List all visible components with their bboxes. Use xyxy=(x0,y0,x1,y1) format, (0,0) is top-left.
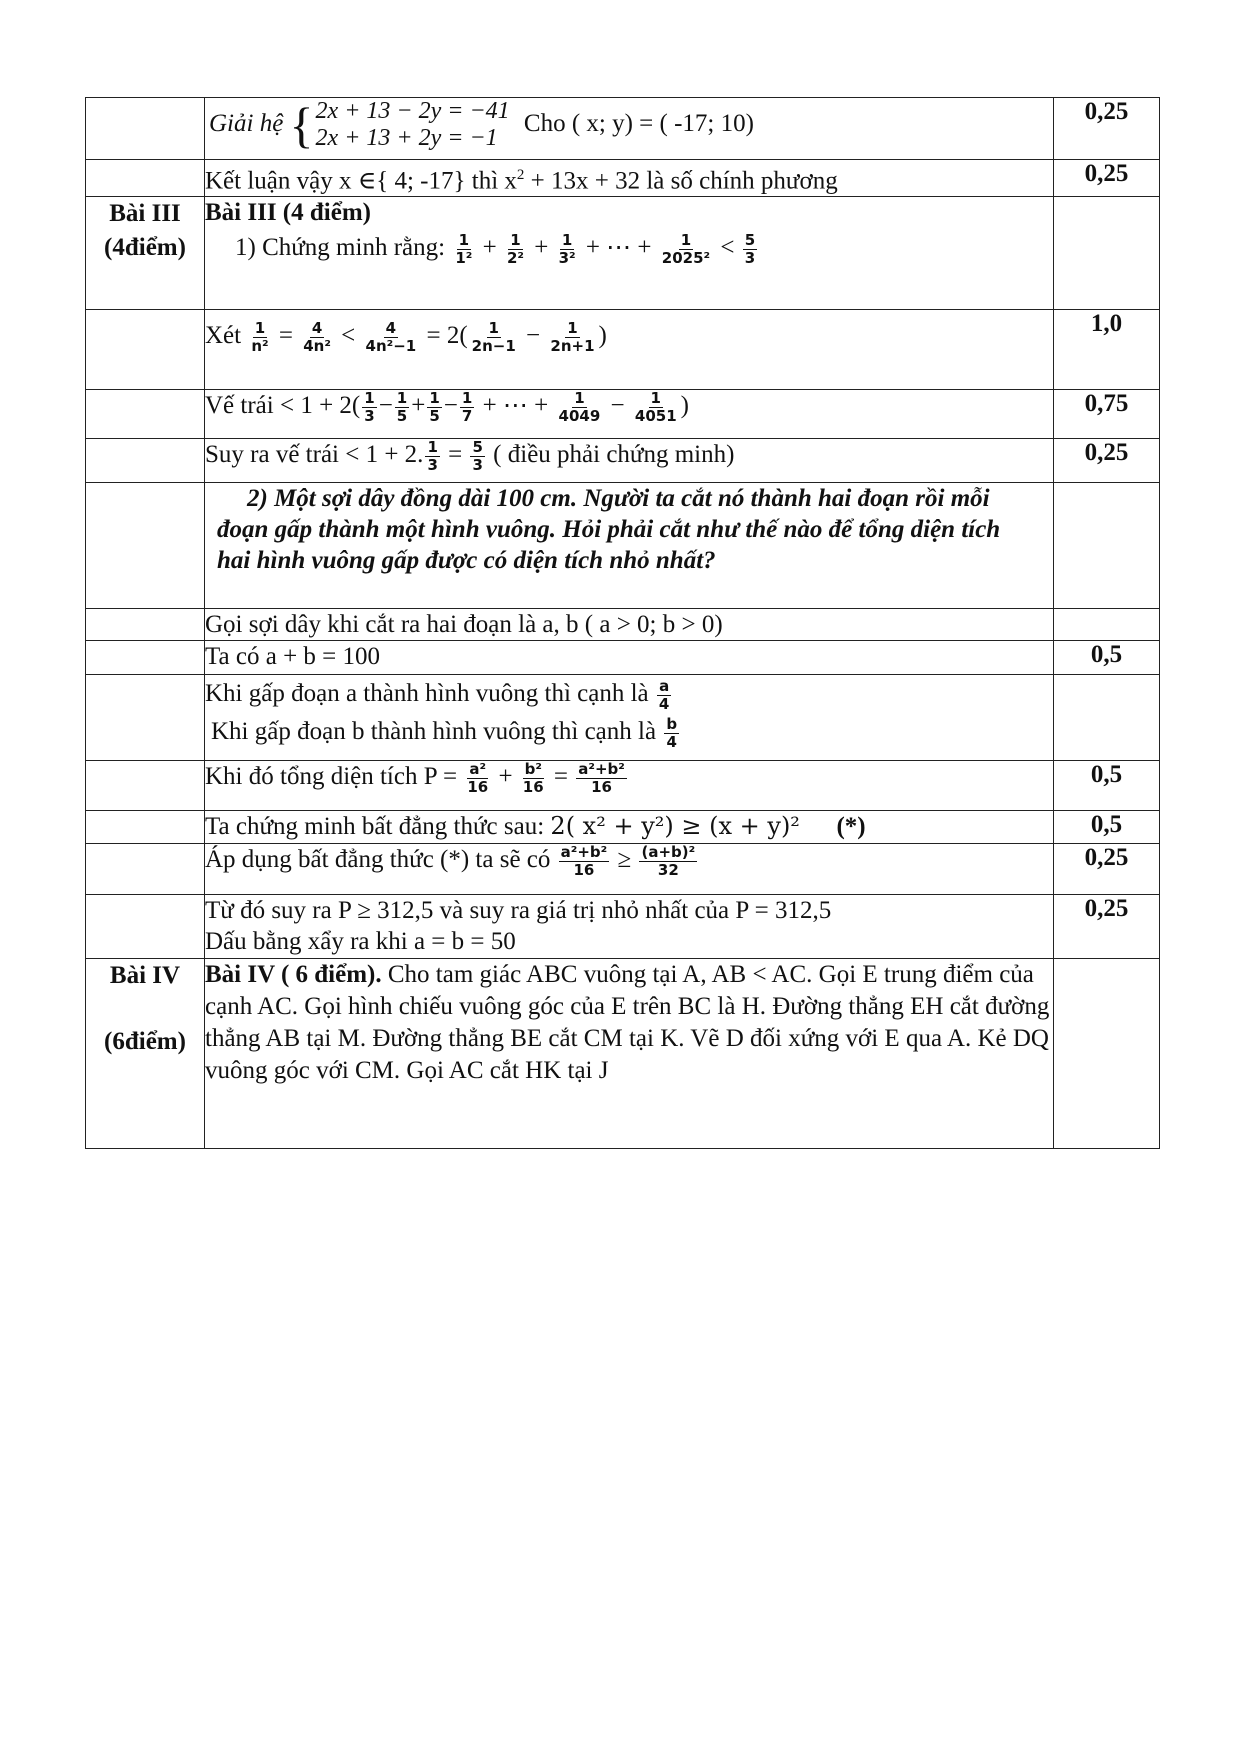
fraction: $\frac{1}{\text{2025²}}$ xyxy=(661,231,711,268)
points-cell xyxy=(1054,959,1160,1149)
fraction: $\frac{4}{\text{4n²−1}}$ xyxy=(365,319,417,356)
inequality: 2( x² + y²) ≥ (x + y)² xyxy=(550,812,800,841)
fraction: $\frac{5}{3}$ xyxy=(744,231,756,268)
section-title: Bài IV xyxy=(109,962,181,990)
label-text: Xét xyxy=(205,322,242,350)
points-cell: 0,25 xyxy=(1054,160,1160,197)
table-row xyxy=(86,390,1160,439)
conclusion-text: + 13x + 32 là số chính phương xyxy=(524,167,838,195)
content-cell xyxy=(205,959,1054,1149)
points-cell: 0,5 xyxy=(1054,761,1160,811)
label-text: Ta chứng minh bất đẳng thức sau: xyxy=(205,813,545,841)
points-cell: 0,5 xyxy=(1054,641,1160,675)
fraction: $\frac{1}{\text{1²}}$ xyxy=(455,231,473,268)
operator: = xyxy=(553,763,569,791)
operator: ≥ xyxy=(617,846,632,874)
operator: + xyxy=(498,763,513,791)
operator: ) xyxy=(680,392,689,420)
operator: − xyxy=(443,392,458,420)
content-cell: Ta có a + b = 100 xyxy=(205,641,1054,675)
operator: + xyxy=(482,234,497,262)
content-cell xyxy=(205,895,1054,959)
fraction: $\frac{\text{(a+b)²}}{32}$ xyxy=(641,843,696,880)
operator: = xyxy=(448,441,463,469)
label-text: Khi gấp đoạn a thành hình vuông thì cạnh là xyxy=(205,680,649,708)
exponent: 2 xyxy=(516,167,525,183)
operator: ) xyxy=(598,322,607,350)
table-row xyxy=(86,761,1160,811)
fraction: $\frac{1}{3}$ xyxy=(427,438,438,475)
content-cell xyxy=(205,844,1054,895)
operator: = xyxy=(278,322,293,350)
operator: − xyxy=(526,322,541,350)
fraction: $\frac{1}{2n-1}$ xyxy=(471,319,516,356)
problem-statement: 2) Một sợi dây đồng dài 100 cm. Người ta cắt nó thành hai đoạn rồi mỗi đoạn gấp thành một hình vuông. Hỏi phải cắt như thế nào để tổng diện tích hai hình vuông gấp được có diện tích nhỏ nhất? xyxy=(205,483,1054,609)
conclusion-text: Kết luận vậy x ∈{ 4; -17} thì x xyxy=(205,167,517,195)
points-cell: 0,25 xyxy=(1054,844,1160,895)
points-cell xyxy=(1054,609,1160,641)
problem-statement xyxy=(205,232,1053,267)
section-cell xyxy=(86,959,205,1149)
fraction: $\frac{\text{b²}}{16}$ xyxy=(522,760,544,797)
label-text: Khi gấp đoạn b thành hình vuông thì cạnh là xyxy=(211,718,657,746)
table-row xyxy=(86,483,1160,609)
operator: − xyxy=(378,392,393,420)
fraction: $\frac{a}{4}$ xyxy=(658,677,670,714)
section-cell xyxy=(86,390,205,439)
label-text: Suy ra vế trái < 1 + 2. xyxy=(205,441,424,469)
solution-text: Cho ( x; y) = ( -17; 10) xyxy=(523,109,754,137)
label-text: Khi đó tổng diện tích P = xyxy=(205,763,458,791)
label-text: Áp dụng bất đẳng thức (*) ta sẽ có xyxy=(205,846,551,874)
section-cell xyxy=(86,844,205,895)
table-row xyxy=(86,439,1160,483)
fraction: $\frac{5}{3}$ xyxy=(472,438,483,475)
fraction: $\frac{b}{4}$ xyxy=(666,715,678,752)
section-cell xyxy=(86,761,205,811)
table-row xyxy=(86,641,1160,675)
section-points: (4điểm) xyxy=(104,234,186,262)
table-row xyxy=(86,98,1160,160)
label-text: Từ đó suy ra P ≥ 312,5 và suy ra giá trị nhỏ nhất của P = 312,5 xyxy=(205,897,832,925)
problem-statement: Cho tam giác ABC vuông tại A, AB < AC. Gọi E trung điểm của cạnh AC. Gọi hình chiếu vuông góc của E trên BC là H. Đường thẳng EH cắt đường thẳng AB tại M. Đường thẳng BE cắt CM tại K. Vẽ D đối xứng với E qua A. Kẻ DQ vuông góc với CM. Gọi AC cắt HK tại J xyxy=(205,961,1050,1085)
fraction: $\frac{\text{a²}}{16}$ xyxy=(467,760,489,797)
section-cell xyxy=(86,811,205,844)
fraction: $\frac{1}{\text{3²}}$ xyxy=(558,231,576,268)
table-row xyxy=(86,609,1160,641)
content-cell xyxy=(205,310,1054,390)
fraction: $\frac{1}{3}$ xyxy=(364,389,375,426)
label-text: Dấu bằng xẩy ra khi a = b = 50 xyxy=(205,928,516,956)
label-text: ( điều phải chứng minh) xyxy=(493,441,735,469)
fraction: $\frac{1}{5}$ xyxy=(396,389,408,426)
section-cell xyxy=(86,483,205,609)
table-row xyxy=(86,895,1160,959)
points-cell xyxy=(1054,675,1160,761)
table-row xyxy=(86,310,1160,390)
equation-line: 2x + 13 + 2y = −1 xyxy=(315,125,498,151)
points-cell: 1,0 xyxy=(1054,310,1160,390)
table-row xyxy=(86,844,1160,895)
operator: + xyxy=(534,234,549,262)
points-cell: 0,25 xyxy=(1054,439,1160,483)
fraction: $\frac{\text{a²+b²}}{16}$ xyxy=(578,760,625,797)
system-label: Giải hệ xyxy=(209,109,284,137)
fraction: $\frac{1}{2n+1}$ xyxy=(550,319,595,356)
prompt-text: 1) Chứng minh rằng: xyxy=(235,234,446,262)
answer-key-table xyxy=(85,97,1160,1149)
section-cell xyxy=(86,98,205,160)
equation-system xyxy=(290,98,510,152)
equation-line: 2x + 13 − 2y = −41 xyxy=(315,98,510,124)
table-row xyxy=(86,811,1160,844)
section-points: (6điểm) xyxy=(104,1028,186,1056)
operator: + ⋯ + xyxy=(585,234,652,262)
content-cell: Gọi sợi dây khi cắt ra hai đoạn là a, b ( a > 0; b > 0) xyxy=(205,609,1054,641)
content-cell xyxy=(205,675,1054,761)
fraction: $\frac{1}{4051}$ xyxy=(634,389,677,426)
content-cell xyxy=(205,98,1054,160)
operator: − xyxy=(610,392,625,420)
points-cell: 0,25 xyxy=(1054,98,1160,160)
table-row xyxy=(86,959,1160,1149)
operator: < xyxy=(720,234,735,262)
fraction: $\frac{\text{a²+b²}}{16}$ xyxy=(560,843,608,880)
section-cell xyxy=(86,609,205,641)
content-cell xyxy=(205,390,1054,439)
fraction: $\frac{1}{4049}$ xyxy=(558,389,601,426)
points-cell: 0,25 xyxy=(1054,895,1160,959)
points-cell: 0,5 xyxy=(1054,811,1160,844)
content-cell xyxy=(205,439,1054,483)
points-cell: 0,75 xyxy=(1054,390,1160,439)
problem-title: Bài III (4 điểm) xyxy=(205,199,371,227)
fraction: $\frac{1}{7}$ xyxy=(461,389,473,426)
fraction: $\frac{1}{\text{n²}}$ xyxy=(251,319,269,356)
fraction: $\frac{1}{\text{2²}}$ xyxy=(506,231,524,268)
label-text: (*) xyxy=(836,813,866,841)
operator: + xyxy=(411,392,426,420)
section-cell xyxy=(86,160,205,197)
operator: = 2( xyxy=(426,322,468,350)
problem-title: Bài IV ( 6 điểm). xyxy=(205,961,382,989)
table-row xyxy=(86,160,1160,197)
points-cell xyxy=(1054,197,1160,310)
content-cell xyxy=(205,811,1054,844)
section-cell xyxy=(86,439,205,483)
brace-symbol: { xyxy=(289,97,314,153)
fraction: $\frac{1}{5}$ xyxy=(429,389,440,426)
section-cell xyxy=(86,641,205,675)
section-title: Bài III xyxy=(109,200,181,228)
content-cell xyxy=(205,761,1054,811)
fraction: $\frac{4}{\text{4n²}}$ xyxy=(303,319,331,356)
table-row xyxy=(86,197,1160,310)
content-cell xyxy=(205,160,1054,197)
content-cell xyxy=(205,197,1054,310)
section-cell xyxy=(86,895,205,959)
label-text: Vế trái < 1 + 2( xyxy=(205,392,361,420)
operator: + ⋯ + xyxy=(482,392,549,420)
section-cell xyxy=(86,310,205,390)
points-cell xyxy=(1054,483,1160,609)
section-cell xyxy=(86,197,205,310)
operator: < xyxy=(341,322,356,350)
section-cell xyxy=(86,675,205,761)
table-row xyxy=(86,675,1160,761)
